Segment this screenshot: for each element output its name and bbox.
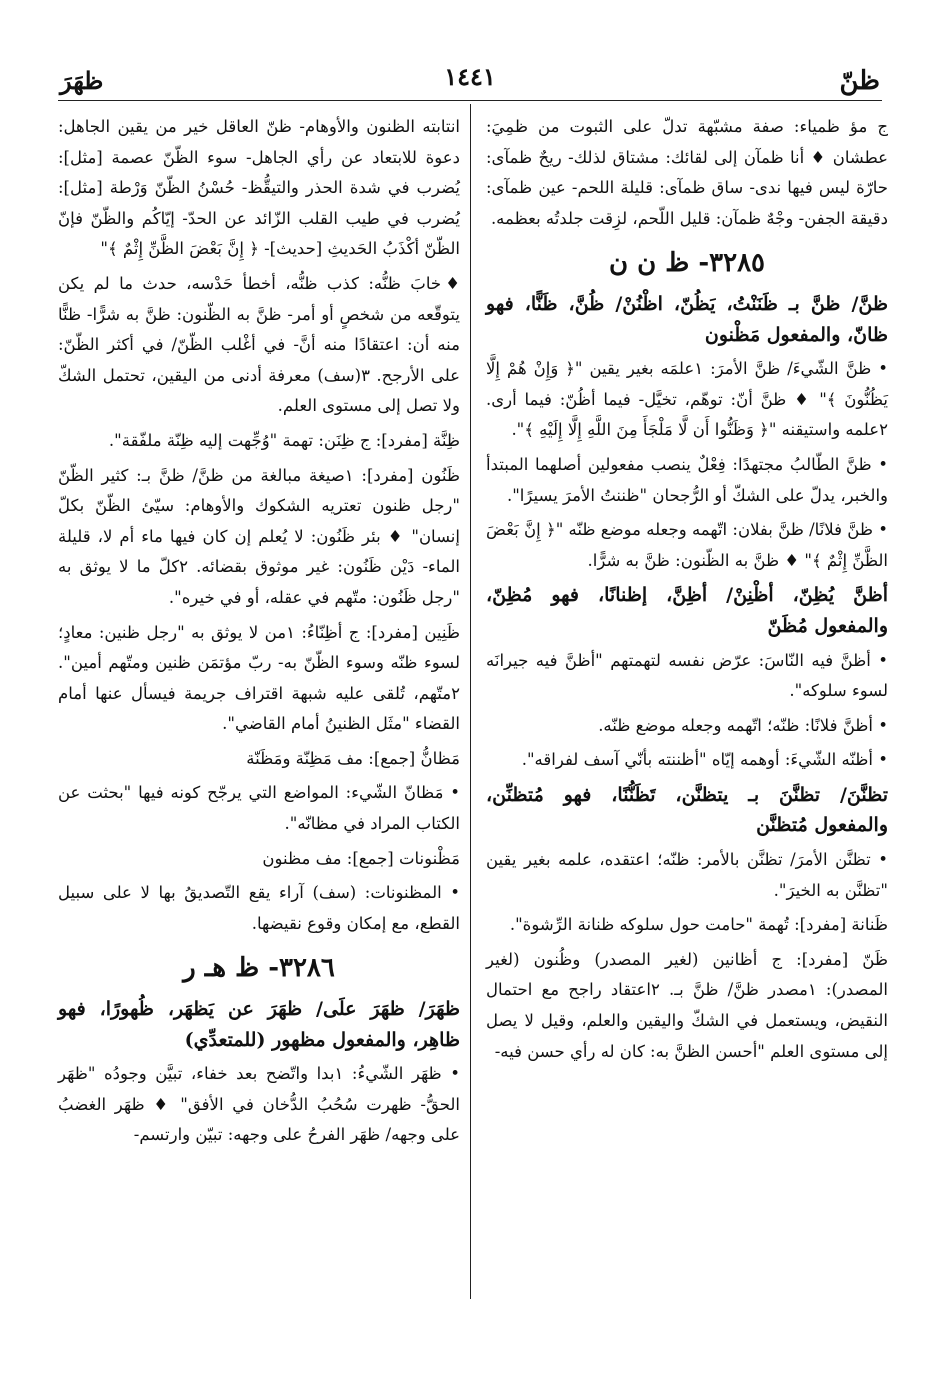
noun-entry: ظَنِين [مفرد]: ج أظِنّاءُ: ١من لا يوثق به "رجل ظنين: معادٍ؛ لسوء ظنّه وسوء الظّنّ به- ربّ مؤتمَن ظنين ومتّهم أمين". ٢متّهم، تُلقى عليه شبهة اقتراف جريمة فيسأل عنها أمام القضاء "مثَل الظنينُ أمام القاضي".	[58, 622, 460, 734]
header-rule	[58, 100, 882, 101]
right-column	[486, 112, 888, 1071]
entry-sense: • ظنَّ الطّالبُ مجتهدًا: فِعْلٌ ينصب مفعولين أصلهما المبتدأ والخبر، يدلّ على الشكّ أو الرُّجحان "ظننتُ الأمرَ يسيرًا".	[486, 454, 888, 505]
entry-text: ♦خابَ ظنُّه: كذب ظنُّه، أخطأ حَدْسه، حدث ما لم يكن يتوقّعه من شخصٍ أو أمر- ظنَّ به الظّنون: ظنَّ به شرًّا- ظنًّا منه أن: اعتقادًا منه أنَّ- في أغْلب الظّنّ/ في أكثر الظّنّ: على الأرجح. ٣(سف) معرفة أدنى من اليقين، تحتمل الشكّ ولا تصل إلى مستوى العلم.	[58, 273, 461, 416]
entry-sense: • أظنَّ فيه النّاسَ: عرّض نفسه لتهمتهم "أظنَّ فيه جيرانَه لسوء سلوكه".	[486, 650, 888, 701]
entry-text: ج مؤ ظمياء: صفة مشبّهة تدلّ على الثبوت من ظمِيَ: عطشان ♦ أنا ظمآن إلى لقائك: مشتاق لذلك- ريحٌ ظمآى: حارّة ليس فيها ندى- ساق ظمآى: قليلة اللحم- عين ظمآى: دقيقة الجفن- وجْهٌ ظمآن: قليل اللّحم، لزِقت جلدتُه بعظمه.	[486, 117, 888, 228]
left-column	[58, 112, 460, 1155]
noun-entry: ظِنَّة [مفرد]: ج ظِنَن: تهمة "وُجِّهت إليه ظِنّة ملفّقة".	[108, 430, 460, 450]
entry-sense: • أظنّه الشّيءَ: أوهمه إيّاه "أظننته بأنّي آسف لفراقه".	[521, 750, 888, 770]
entry-text: انتابته الظنون والأوهام- ظنّ العاقل خير من يقين الجاهل: دعوة للابتعاد عن رأي الجاهل- سوء الظّنّ عصمة [مثل]: يُضرب في شدة الحذر والتيقُّظ- حُسْنُ الظّنّ وَرْطة [مثل]: يُضرب في طيب القلب الزّائد عن الحدّ- إيّاكُم والظّنّ فإنّ الظّنّ أكْذَبُ الحَديثِ [حديث]- ﴿ إِنَّ بَعْضَ الظَّنِّ إِثْمٌ ﴾"	[58, 117, 460, 259]
header-guide-word-right: ظنّ	[839, 66, 880, 96]
entry-sense: • ظهَر الشّيءُ: ١بدا واتّضح بعد خفاء، تبيَّن وجودُه "ظهَر الحقُّ- ظهرت سُحُبُ الدُّخان في الأفق" ♦ ظهَر الغضبُ على وجهه/ ظهَر الفرحُ على وجهه: تبيّن وارتسم-	[58, 1064, 460, 1145]
page-header	[60, 52, 880, 102]
noun-entry: ظَنّ [مفرد]: ج أظانين (لغير المصدر) وظُنون (لغير المصدر): ١مصدر ظنَّ/ ظنَّ بـ. ٢اعتقاد راجح مع احتمال النقيض، ويستعمل في الشكّ واليقين والعلم، وقيل لا يصل إلى مستوى العلم "أحسن الظنَّ به: كان له رأي حسن فيه-	[486, 949, 888, 1061]
verb-headword: تظنَّنَ/ تظنَّنَ بـ يتظنَّن، تَظَنُّنًا، فهو مُتظنِّن، والمفعول مُتظنَّن	[486, 783, 888, 837]
noun-entry: ظَنانة [مفرد]: تُهمة "حامت حول سلوكه ظنانة الرِّشوة".	[509, 915, 888, 935]
entry-sense: • تظنَّن الأمرَ/ تظنَّن بالأمر: ظنّه؛ اعتقده، علمه بغير يقين "تظنَّن به الخيرَ".	[486, 850, 888, 900]
column-divider	[470, 104, 471, 1299]
verb-headword: ظنَّ/ ظنَّ بـ ظَنَنْتُ، يَظُنّ، اظْنُنْ/ ظُنَّ، ظَنًّا، فهو ظانّ، والمفعول مَظْنون	[486, 292, 888, 346]
entry-sense: • أظنَّ فلانًا: ظنّه؛ اتّهمه وجعله موضع ظنّه.	[598, 715, 888, 735]
noun-entry: مَظانُّ [جمع]: مف مَظِنّة ومَظَنّة	[246, 748, 460, 768]
noun-entry: مَظْنونات [جمع]: مف مظنون	[262, 848, 460, 868]
page-number: ١٤٤١	[444, 62, 496, 91]
verb-headword: ظهَرَ/ ظهَرَ علَى/ ظهَرَ عن يَظهَر، ظُهورًا، فهو ظاهِر، والمفعول مظهور (للمتعدِّي)	[58, 998, 460, 1051]
root-heading: ٣٢٨٦- ظ هـ ر	[183, 953, 335, 984]
entry-sense: • مَظانّ الشّيء: المواضع التي يرجّح كونه فيها "بحثت عن الكتاب المراد في مظانّه".	[58, 783, 460, 834]
header-guide-word-left: ظهَرَ	[60, 66, 104, 95]
root-heading: ٣٢٨٥- ظ ن ن	[608, 248, 766, 279]
entry-sense: • ظنَّ الشّيءَ/ ظنَّ الأمرَ: ١علمَه بغير يقين "﴿ وَإِنْ هُمْ إِلَّا يَظُنُّونَ ﴾" ♦ ظنَّ أنّ: توهّم، تخيَّل- فيما أظُنّ: فيما أرى. ٢علمه واستيقنه "﴿ وَظَنُّوا أَن لَّا مَلْجَأَ مِنَ اللَّهِ إِلَّا إِلَيْهِ ﴾".	[486, 359, 888, 440]
noun-entry: ظَنُون [مفرد]: ١صيغة مبالغة من ظنَّ/ ظنَّ بـ: كثير الظّنّ "رجل ظنون تعتريه الشكوك والأوهام: سيّئ الظّنّ بكلّ إنسان" ♦ بئر ظَنُون: لا يُعلم إن كان فيها ماء أم لا، قليلة الماء- دَيْن ظَنُون: غير موثوق بقضائه. ٢كلّ ما لا يوثق به "رجل ظَنُون: متّهم في عقله، أو في خيره".	[58, 465, 461, 607]
entry-sense: • المظنونات: (سف) آراء يقع التّصديقُ بها لا على سبيل القطع، مع إمكان وقوع نقيضها.	[58, 883, 460, 933]
entry-sense: • ظنَّ فلانًا/ ظنَّ بفلان: اتّهمه وجعله موضع ظنّه "﴿ إِنَّ بَعْضَ الظَّنِّ إِثْمٌ ﴾" ♦ ظنَّ به الظّنون: ظنَّ به شرًّا.	[486, 520, 888, 570]
verb-headword: أظنَّ يُظِنّ، أظْنِنْ/ أظِنَّ، إظنانًا، فهو مُظِنّ، والمفعول مُظَنّ	[486, 584, 888, 637]
